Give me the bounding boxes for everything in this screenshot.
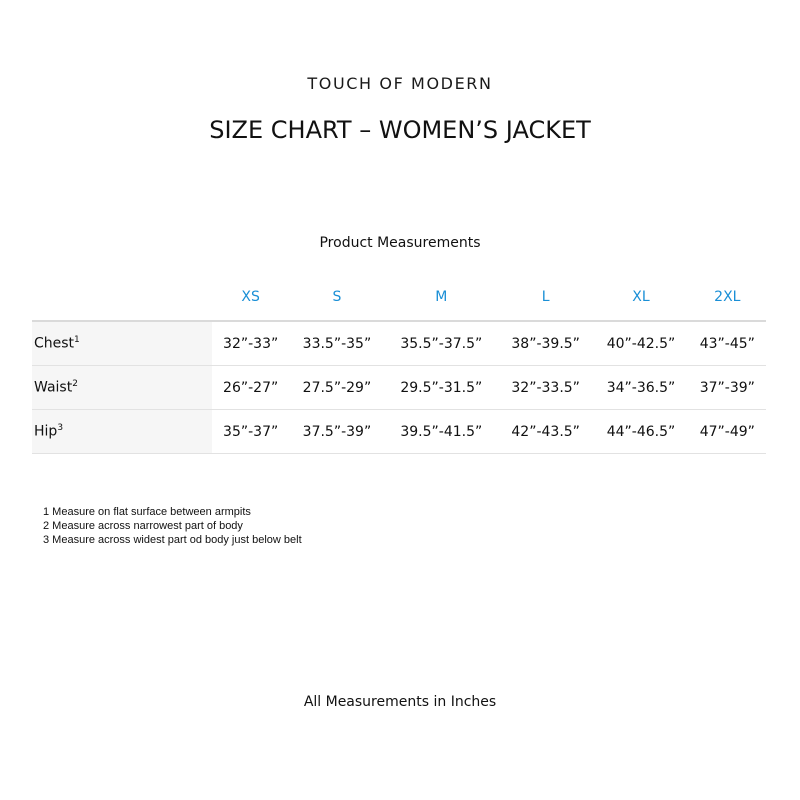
size-chart-table <box>32 274 766 454</box>
table-cell: 38”-39.5” <box>498 321 593 366</box>
table-row-chest <box>32 321 766 366</box>
footnote-marker: 3 <box>57 423 64 434</box>
table-row-hip <box>32 410 766 454</box>
footnote-3: 3 Measure across widest part od body just below belt <box>43 534 302 546</box>
table-cell: 32”-33.5” <box>498 366 593 410</box>
table-cell: 37”-39” <box>689 366 766 410</box>
row-label-chest <box>32 321 212 366</box>
footnote-marker: 1 <box>74 335 80 346</box>
table-title: Product Measurements <box>319 235 481 251</box>
table-cell: 35.5”-37.5” <box>385 321 498 366</box>
table-row-waist <box>32 366 766 410</box>
table-cell: 37.5”-39” <box>289 410 384 454</box>
footnote-marker: 2 <box>72 379 78 390</box>
brand-logo-text: TOUCH OF MODERN <box>307 74 493 93</box>
footnotes <box>43 505 302 547</box>
row-label-hip <box>32 410 212 454</box>
row-label-text: Waist <box>34 379 73 396</box>
size-header-row <box>32 274 766 321</box>
size-header-xs: XS <box>241 289 260 305</box>
table-cell: 26”-27” <box>212 366 289 410</box>
table-cell: 34”-36.5” <box>593 366 688 410</box>
table-cell: 35”-37” <box>212 410 289 454</box>
footnote-1: 1 Measure on flat surface between armpits <box>43 506 251 518</box>
table-cell: 29.5”-31.5” <box>385 366 498 410</box>
size-header-m: M <box>435 289 448 305</box>
table-cell: 47”-49” <box>689 410 766 454</box>
footnote-2: 2 Measure across narrowest part of body <box>43 520 243 532</box>
page-title: SIZE CHART – WOMEN’S JACKET <box>209 116 591 144</box>
table-cell: 42”-43.5” <box>498 410 593 454</box>
table-cell: 44”-46.5” <box>593 410 688 454</box>
table-cell: 32”-33” <box>212 321 289 366</box>
row-label-text: Hip <box>34 423 58 440</box>
header-blank-cell <box>32 274 212 321</box>
size-header-s: S <box>332 289 342 305</box>
table-cell: 43”-45” <box>689 321 766 366</box>
table-cell: 33.5”-35” <box>289 321 384 366</box>
row-label-text: Chest <box>34 335 75 352</box>
table-cell: 39.5”-41.5” <box>385 410 498 454</box>
size-header-xl: XL <box>632 289 650 305</box>
size-header-l: L <box>541 289 550 305</box>
row-label-waist <box>32 366 212 410</box>
size-header-2xl: 2XL <box>714 289 741 305</box>
units-note: All Measurements in Inches <box>303 694 497 710</box>
table-cell: 27.5”-29” <box>289 366 384 410</box>
table-cell: 40”-42.5” <box>593 321 688 366</box>
